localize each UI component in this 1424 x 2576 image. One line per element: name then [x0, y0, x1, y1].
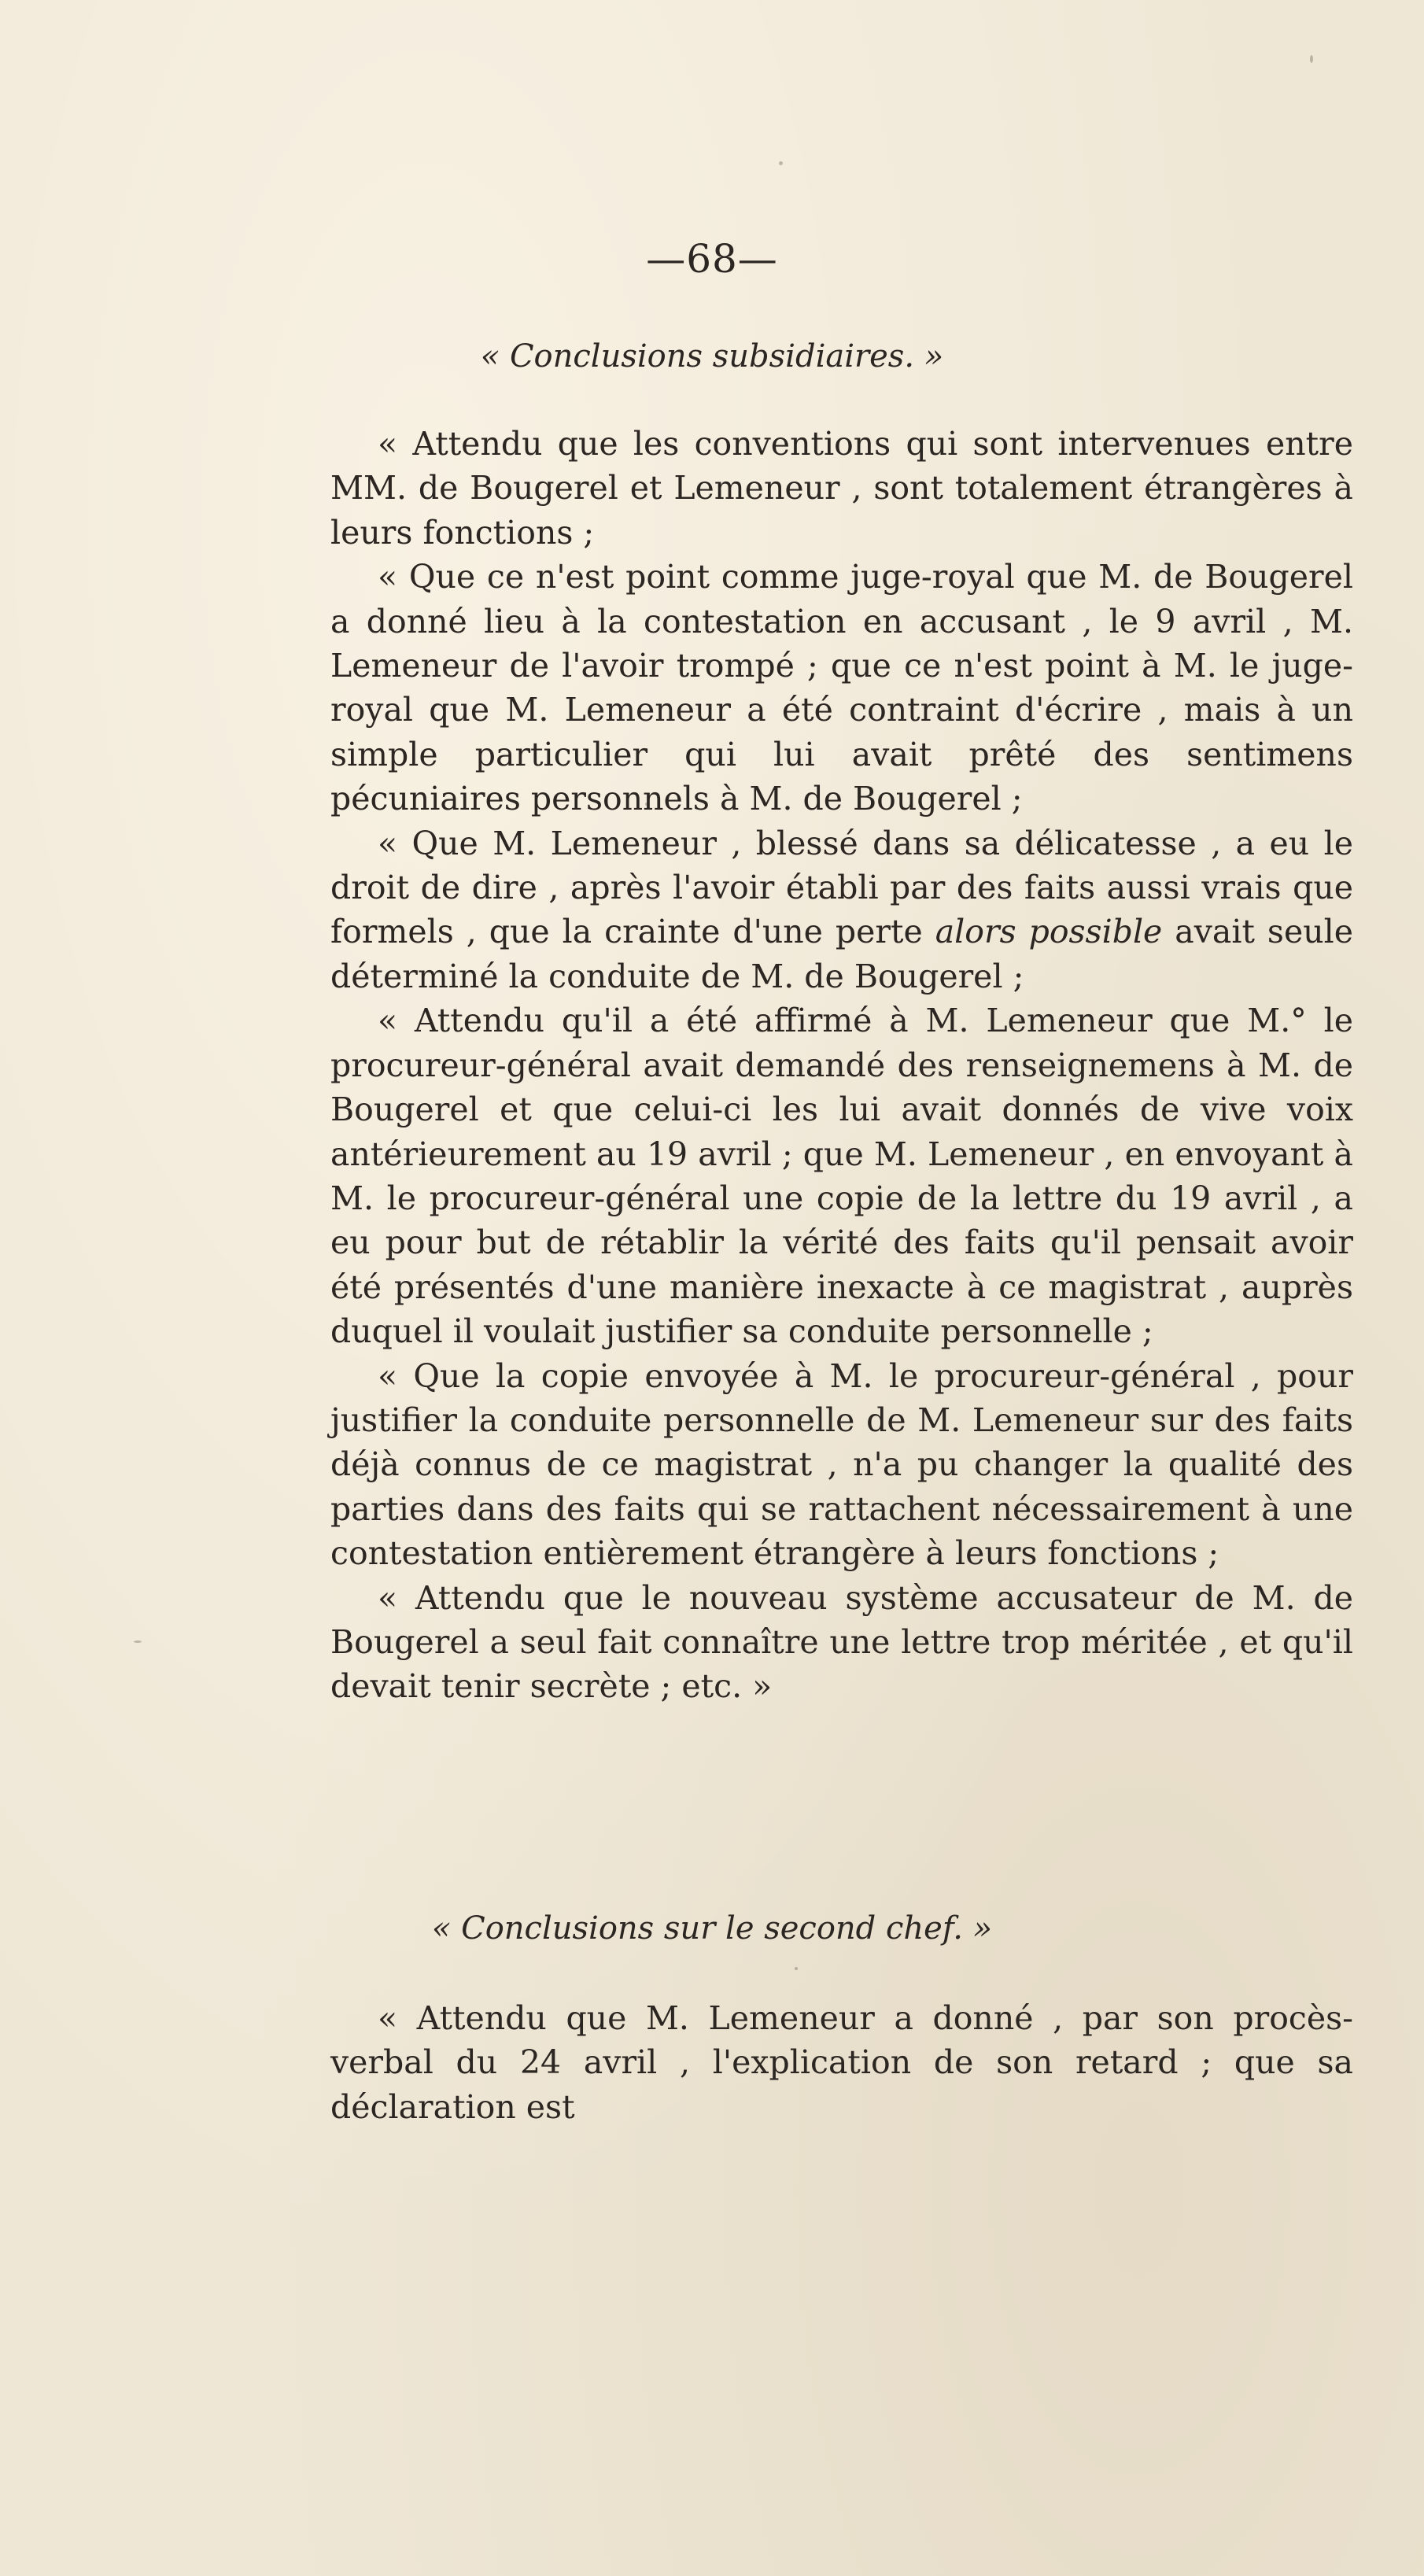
paragraph: « Attendu que M. Lemeneur a donné , par son procès-verbal du 24 avril , l'explication de son retard ; que sa déclaration est [330, 1999, 1353, 2126]
heading-conclusions-second-chef: « Conclusions sur le second chef. » [431, 1910, 993, 1947]
paragraph: « Attendu que les conventions qui sont intervenues entre MM. de Bougerel et Lemeneur , sont totalement étrangères à leurs fonctions ; [330, 425, 1353, 552]
paragraph: « Que ce n'est point comme juge-royal que M. de Bougerel a donné lieu à la contestation en accusant , le 9 avril , M. Lemeneur de l'avoir trompé ; que ce n'est point à M. le juge-royal que M. Lemeneur a été contraint d'écrire , mais à un simple particulier qui lui avait prêté des sentimens pécuniaires personnels à M. de Bougerel ; [330, 558, 1353, 818]
paragraph: « Que la copie envoyée à M. le procureur-général , pour justifier la conduite personnelle de M. Lemeneur sur des faits déjà connus de ce magistrat , n'a pu changer la qualité des parties dans des faits qui se rattachent nécessairement à une contestation entièrement étrangère à leurs fonctions ; [330, 1356, 1353, 1573]
italic-phrase: alors possible [935, 913, 1163, 951]
paragraph-text: « Que M. Lemeneur , blessé dans sa délicatesse , a eu le droit de dire , après l'avoir établi par des faits aussi vrais que formels , que la crainte d'une perte [330, 824, 1353, 951]
paragraph: « Attendu qu'il a été affirmé à M. Lemeneur que M.° le procureur-général avait demandé des renseignemens à M. de Bougerel et que celui-ci les lui avait donnés de vive voix antérieurement au 19 avril ; que M. Lemeneur , en envoyant à M. le procureur-général une copie de la lettre du 19 avril , a eu pour but de rétablir la vérité des faits qu'il pensait avoir été présentés d'une manière inexacte à ce magistrat , auprès duquel il voulait justifier sa conduite personnelle ; [330, 1002, 1353, 1351]
page-number: —68— [646, 236, 778, 282]
section-conclusions-subsidiaires [330, 422, 1353, 1709]
heading-conclusions-subsidiaires: « Conclusions subsidiaires. » [480, 338, 944, 375]
section-conclusions-second-chef [330, 1996, 1353, 2129]
paragraph-text: avait seule déterminé la conduite de M. de Bougerel ; [330, 913, 1353, 995]
paragraph: « Attendu que le nouveau système accusateur de M. de Bougerel a seul fait connaître une lettre trop méritée , et qu'il devait tenir secrète ; etc. » [330, 1578, 1353, 1706]
paragraph [330, 821, 1353, 999]
